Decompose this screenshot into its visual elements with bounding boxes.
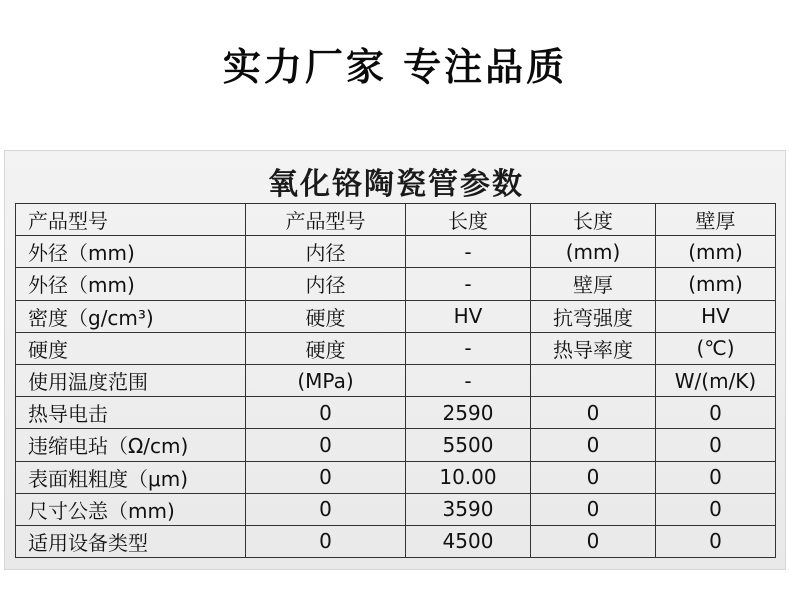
table-cell: (℃): [656, 332, 776, 364]
table-cell: (mm): [531, 236, 656, 268]
row-label-cell: 表面粗粗度（μm): [16, 461, 246, 493]
table-cell: 0: [246, 429, 406, 461]
spec-panel: [4, 150, 786, 570]
table-cell: [531, 364, 656, 396]
table-row: [16, 525, 776, 557]
table-cell: 0: [531, 525, 656, 557]
table-cell: (MPa): [246, 364, 406, 396]
table-row: [16, 461, 776, 493]
table-cell: 0: [531, 461, 656, 493]
table-cell: 0: [246, 461, 406, 493]
table-cell: 长度: [406, 204, 531, 236]
page-headline: 实力厂家 专注品质: [222, 45, 568, 89]
table-cell: -: [406, 236, 531, 268]
table-cell: 0: [656, 461, 776, 493]
table-cell: 0: [246, 397, 406, 429]
row-label-cell: 密度（g/cm³): [16, 300, 246, 332]
spec-table-body: [16, 204, 776, 558]
row-label-cell: 尺寸公恙（mm): [16, 493, 246, 525]
table-cell: 壁厚: [531, 268, 656, 300]
table-row: [16, 332, 776, 364]
table-cell: 3590: [406, 493, 531, 525]
table-row: [16, 429, 776, 461]
table-cell: 内径: [246, 236, 406, 268]
row-label-cell: 外径（mm): [16, 268, 246, 300]
table-row: [16, 300, 776, 332]
table-cell: 4500: [406, 525, 531, 557]
table-row: [16, 204, 776, 236]
table-cell: 0: [531, 493, 656, 525]
table-cell: 热导率度: [531, 332, 656, 364]
table-row: [16, 493, 776, 525]
table-cell: HV: [406, 300, 531, 332]
table-cell: 5500: [406, 429, 531, 461]
row-label-cell: 违缩电玷（Ω/cm): [16, 429, 246, 461]
row-label-cell: 适用设备类型: [16, 525, 246, 557]
table-cell: -: [406, 332, 531, 364]
row-label-cell: 硬度: [16, 332, 246, 364]
table-cell: 0: [531, 429, 656, 461]
table-row: [16, 236, 776, 268]
table-cell: -: [406, 364, 531, 396]
table-row: [16, 268, 776, 300]
table-cell: 0: [246, 525, 406, 557]
row-label-cell: 产品型号: [16, 204, 246, 236]
table-cell: W/(m/K): [656, 364, 776, 396]
table-cell: 0: [531, 397, 656, 429]
table-row: [16, 364, 776, 396]
table-cell: (mm): [656, 268, 776, 300]
table-cell: 0: [656, 397, 776, 429]
table-cell: 0: [246, 493, 406, 525]
table-cell: 2590: [406, 397, 531, 429]
table-cell: (mm): [656, 236, 776, 268]
table-row: [16, 397, 776, 429]
table-cell: 硬度: [246, 300, 406, 332]
table-cell: 长度: [531, 204, 656, 236]
table-cell: HV: [656, 300, 776, 332]
spec-table: [15, 203, 776, 558]
table-cell: 0: [656, 429, 776, 461]
row-label-cell: 使用温度范围: [16, 364, 246, 396]
table-title: 氧化铬陶瓷管参数: [268, 167, 524, 202]
table-cell: 壁厚: [656, 204, 776, 236]
table-cell: 10.00: [406, 461, 531, 493]
table-cell: 0: [656, 525, 776, 557]
table-cell: -: [406, 268, 531, 300]
table-cell: 产品型号: [246, 204, 406, 236]
row-label-cell: 外径（mm): [16, 236, 246, 268]
table-cell: 硬度: [246, 332, 406, 364]
table-cell: 内径: [246, 268, 406, 300]
table-cell: 抗弯强度: [531, 300, 656, 332]
table-cell: 0: [656, 493, 776, 525]
row-label-cell: 热导电击: [16, 397, 246, 429]
